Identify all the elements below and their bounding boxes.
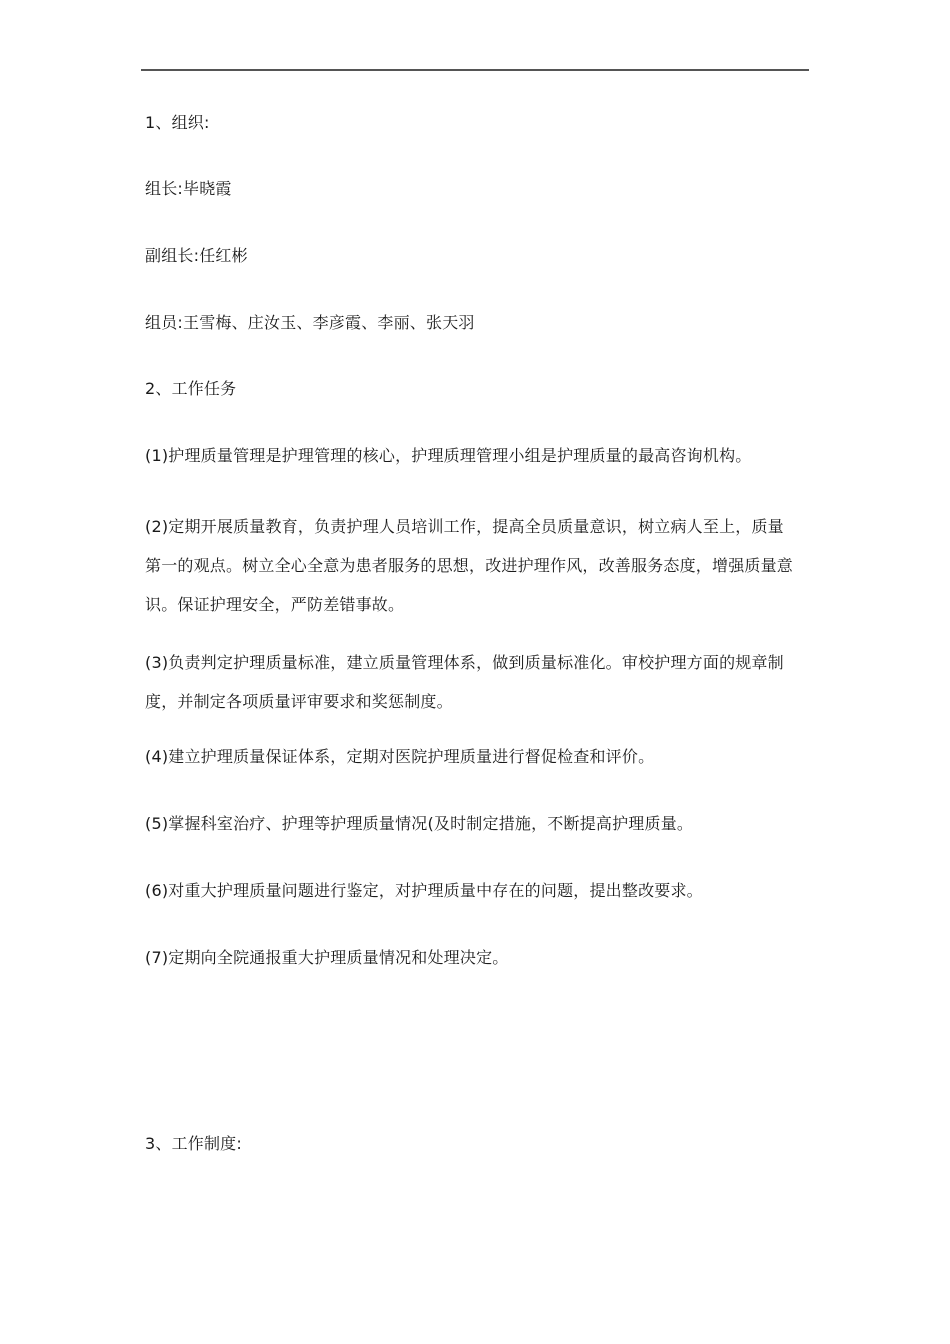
header-rule xyxy=(141,69,809,71)
task-item-1: (1)护理质量管理是护理管理的核心，护理质理管理小组是护理质量的最高咨询机构。 xyxy=(145,446,752,465)
section-heading-tasks: 2、工作任务 xyxy=(145,379,237,398)
task-item-2-line-1: (2)定期开展质量教育，负责护理人员培训工作，提高全员质量意识，树立病人至上，质量 xyxy=(145,517,784,536)
task-item-3-line-2: 度，并制定各项质量评审要求和奖惩制度。 xyxy=(145,692,453,711)
task-item-2-line-2: 第一的观点。树立全心全意为患者服务的思想，改进护理作风，改善服务态度，增强质量意 xyxy=(145,556,794,575)
task-item-3-line-1: (3)负责判定护理质量标准，建立质量管理体系，做到质量标准化。审校护理方面的规章制 xyxy=(145,653,784,672)
section-heading-organization: 1、组织: xyxy=(145,113,210,132)
task-item-6: (6)对重大护理质量问题进行鉴定，对护理质量中存在的问题，提出整改要求。 xyxy=(145,881,703,900)
task-item-4: (4)建立护理质量保证体系，定期对医院护理质量进行督促检查和评价。 xyxy=(145,747,655,766)
task-item-2-line-3: 识。保证护理安全，严防差错事故。 xyxy=(145,595,405,614)
task-item-7: (7)定期向全院通报重大护理质量情况和处理决定。 xyxy=(145,948,509,967)
section-heading-work-system: 3、工作制度: xyxy=(145,1134,242,1153)
deputy-leader-line: 副组长:任红彬 xyxy=(145,246,248,265)
members-line: 组员:王雪梅、庄汝玉、李彦霞、李丽、张天羽 xyxy=(145,313,475,332)
task-item-5: (5)掌握科室治疗、护理等护理质量情况(及时制定措施，不断提高护理质量。 xyxy=(145,814,694,833)
team-leader-line: 组长:毕晓霞 xyxy=(145,179,232,198)
